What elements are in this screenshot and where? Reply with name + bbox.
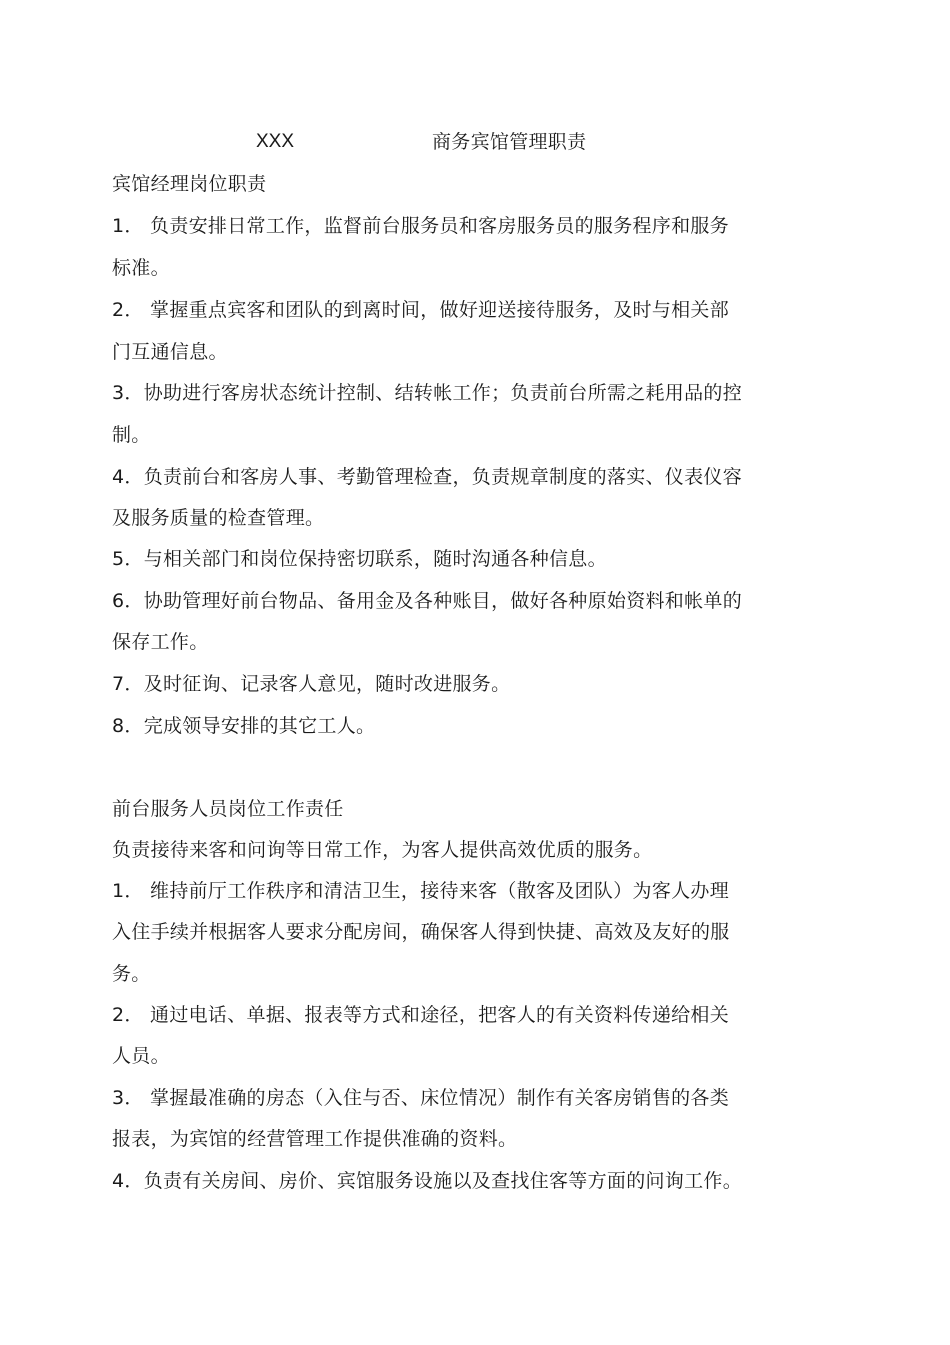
front-desk-duty-line: 入住手续并根据客人要求分配房间，确保客人得到快捷、高效及友好的服 [112,921,730,943]
section-heading-front-desk: 前台服务人员岗位工作责任 [112,798,344,820]
front-desk-duty-line: 4．负责有关房间、房价、宾馆服务设施以及查找住客等方面的问询工作。 [112,1170,742,1192]
front-desk-duty-line: 人员。 [112,1045,170,1067]
front-desk-duty-line: 报表，为宾馆的经营管理工作提供准确的资料。 [112,1128,518,1150]
manager-duty-line: 3．协助进行客房状态统计控制、结转帐工作；负责前台所需之耗用品的控 [112,382,742,404]
front-desk-duty-line: 1． 维持前厅工作秩序和清洁卫生，接待来客（散客及团队）为客人办理 [112,880,730,902]
manager-duty-line: 制。 [112,424,151,446]
page-title: 商务宾馆管理职责 [432,131,587,153]
front-desk-duty-line: 负责接待来客和问询等日常工作，为客人提供高效优质的服务。 [112,839,653,861]
manager-duty-line: 门互通信息。 [112,341,228,363]
front-desk-duty-line: 2． 通过电话、单据、报表等方式和途径，把客人的有关资料传递给相关 [112,1004,730,1026]
manager-duty-line: 及服务质量的检查管理。 [112,507,325,529]
manager-duty-line: 7．及时征询、记录客人意见，随时改进服务。 [112,673,511,695]
section-heading-manager: 宾馆经理岗位职责 [112,173,267,195]
manager-duty-line: 2． 掌握重点宾客和团队的到离时间，做好迎送接待服务，及时与相关部 [112,299,730,321]
manager-duty-line: 8．完成领导安排的其它工人。 [112,715,376,737]
front-desk-duty-line: 3． 掌握最准确的房态（入住与否、床位情况）制作有关客房销售的各类 [112,1087,730,1109]
manager-duty-line: 4．负责前台和客房人事、考勤管理检查，负责规章制度的落实、仪表仪容 [112,466,742,488]
manager-duty-line: 标准。 [112,257,170,279]
title-prefix: XXX [256,131,295,152]
front-desk-duty-line: 务。 [112,963,151,985]
manager-duty-line: 保存工作。 [112,631,209,653]
manager-duty-line: 5．与相关部门和岗位保持密切联系，随时沟通各种信息。 [112,548,607,570]
manager-duty-line: 1． 负责安排日常工作，监督前台服务员和客房服务员的服务程序和服务 [112,215,730,237]
manager-duty-line: 6．协助管理好前台物品、备用金及各种账目，做好各种原始资料和帐单的 [112,590,742,612]
